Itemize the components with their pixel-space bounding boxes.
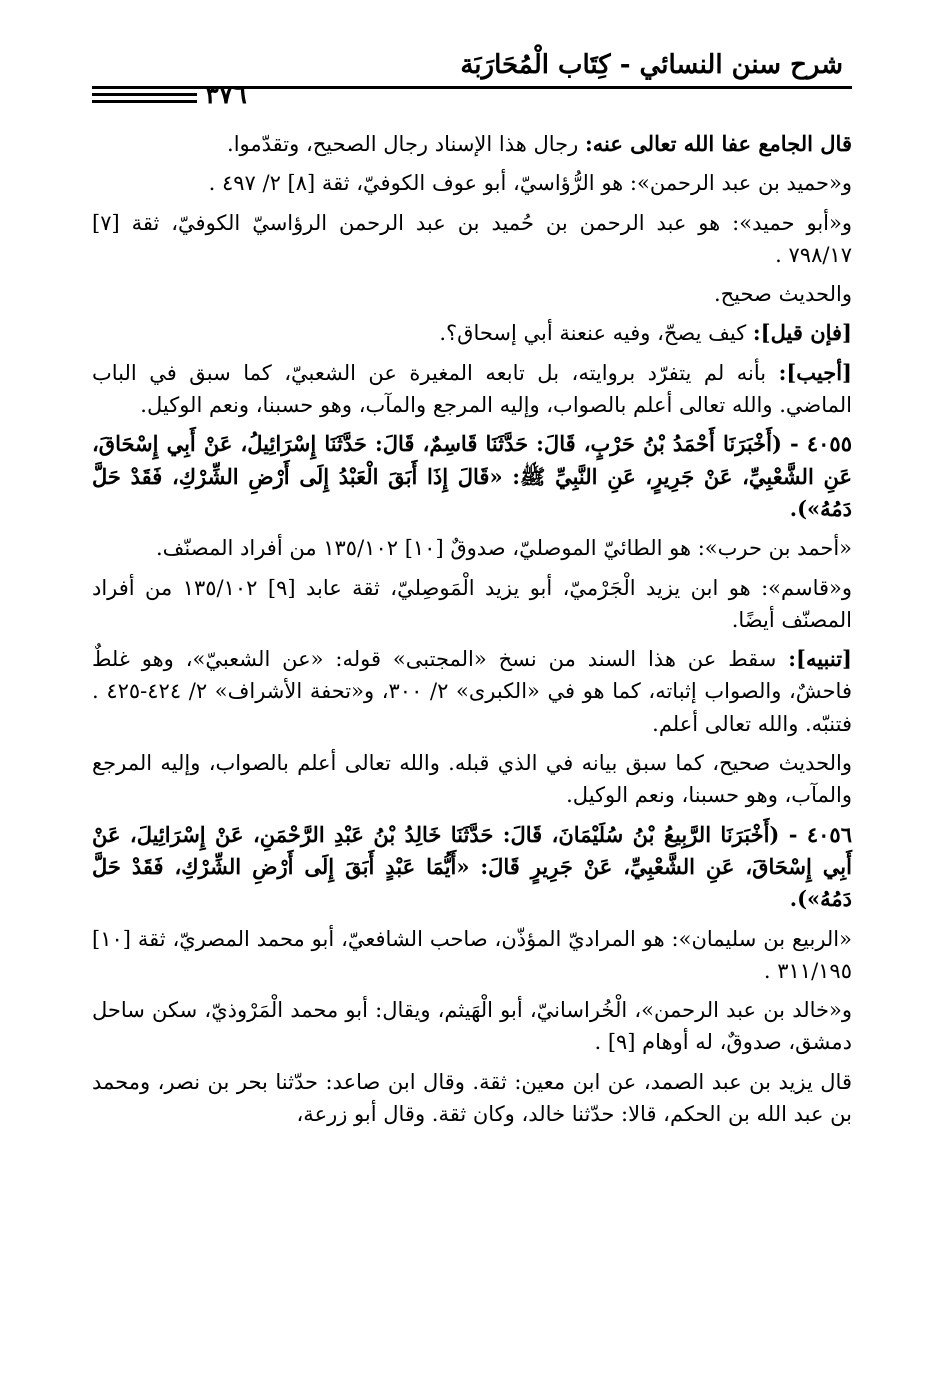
page-body xyxy=(92,128,852,1130)
paragraph xyxy=(92,747,852,812)
paragraph xyxy=(92,532,852,564)
paragraph xyxy=(92,994,852,1059)
header-rule-double xyxy=(92,100,197,103)
paragraph-text: و«خالد بن عبد الرحمن»، الْخُراسانيّ، أبو الْهَيثم، ويقال: أبو محمد الْمَرْوذيّ، سكن ساحل دمشق، صدوقٌ، له أوهام [٩] . xyxy=(92,998,852,1055)
paragraph-text: كيف يصحّ، وفيه عنعنة أبي إسحاق؟. xyxy=(439,321,753,346)
paragraph-text: قال يزيد بن عبد الصمد، عن ابن معين: ثقة. وقال ابن صاعد: حدّثنا بحر بن نصر، ومحمد بن عبد الله بن الحكم، قالا: حدّثنا خالد، وكان ثقة. وقال أبو زرعة، xyxy=(92,1069,852,1127)
paragraph xyxy=(92,923,852,988)
paragraph xyxy=(92,317,852,349)
paragraph-text: سقط عن هذا السند من نسخ «المجتبى» قوله: «عن الشعبيّ»، وهو غلطٌ فاحشٌ، والصواب إثباته، كما هو في «الكبرى» ٢/ ٣٠٠، و«تحفة الأشراف» ٢/ ٤٢٤-٤٢٥ . فتنبّه. والله تعالى أعلم. xyxy=(92,647,852,736)
paragraph xyxy=(92,643,852,740)
hadith-body: ٤٠٥٦ - (أَخْبَرَنَا الرَّبِيعُ بْنُ سُلَيْمَانَ، قَالَ: حَدَّثَنَا خَالِدُ بْنُ عَبْدِ الرَّحْمَنِ، عَنْ إِسْرَائِيلَ، عَنْ أَبِي إِسْحَاقَ، عَنِ الشَّعْبِيِّ، عَنْ جَرِيرٍ قَالَ: «أَيُّمَا عَبْدٍ أَبَقَ إِلَى أَرْضِ الشِّرْكِ، فَقَدْ حَلَّ دَمُهُ»). xyxy=(92,821,852,912)
paragraph xyxy=(92,278,852,310)
paragraph-text: والحديث صحيح، كما سبق بيانه في الذي قبله. والله تعالى أعلم بالصواب، وإليه المرجع والمآب، وهو حسبنا، ونعم الوكيل. xyxy=(92,751,852,808)
paragraph-text: والحديث صحيح. xyxy=(713,282,852,307)
paragraph xyxy=(92,1066,852,1131)
paragraph-lead: قال الجامع عفا الله تعالى عنه: xyxy=(584,131,852,156)
paragraph xyxy=(92,167,852,199)
paragraph xyxy=(92,572,852,637)
page-number: ٣٧٦ xyxy=(205,80,247,110)
paragraph-text: و«قاسم»: هو ابن يزيد الْجَرْميّ، أبو يزيد الْمَوصِليّ، ثقة عابد [٩] ١٣٥/١٠٢ من أفراد المصنّف أيضًا. xyxy=(92,575,852,632)
paragraph xyxy=(92,357,852,422)
paragraph-text: بأنه لم يتفرّد بروايته، بل تابعه المغيرة عن الشعبيّ، كما سبق في الباب الماضي. والله تعالى أعلم بالصواب، وإليه المرجع والمآب، وهو حسبنا، ونعم الوكيل. xyxy=(92,360,852,418)
running-header-title: شرح سنن النسائي - كِتَاب الْمُحَارَبَة xyxy=(460,50,843,80)
paragraph-lead: [أجيب]: xyxy=(778,359,852,385)
paragraph-text: و«حميد بن عبد الرحمن»: هو الرُّؤاسيّ، أبو عوف الكوفيّ، ثقة [٨] ٢/ ٤٩٧ . xyxy=(208,171,852,196)
header-rule-double xyxy=(92,93,197,96)
hadith-body: ٤٠٥٥ - (أَخْبَرَنَا أَحْمَدُ بْنُ حَرْبٍ، قَالَ: حَدَّثَنَا قَاسِمٌ، قَالَ: حَدَّثَنَا إِسْرَائِيلُ، عَنْ أَبِي إِسْحَاقَ، عَنِ الشَّعْبِيِّ، عَنْ جَرِيرٍ، عَنِ النَّبِيِّ ﷺ: «قَالَ إِذَا أَبَقَ الْعَبْدُ إِلَى أَرْضِ الشِّرْكِ، فَقَدْ حَلَّ دَمُهُ»). xyxy=(92,431,852,521)
paragraph-lead: [فإن قيل]: xyxy=(752,320,852,346)
hadith-text xyxy=(92,819,852,916)
paragraph-text: «الربيع بن سليمان»: هو المراديّ المؤذّن، صاحب الشافعيّ، أبو محمد المصريّ، ثقة [١٠] ٣١١/١٩٥ . xyxy=(92,926,852,983)
paragraph-text: و«أبو حميد»: هو عبد الرحمن بن حُميد بن عبد الرحمن الرؤاسيّ الكوفيّ، ثقة [٧] ٧٩٨/١٧ . xyxy=(92,210,852,267)
paragraph-lead: [تنبيه]: xyxy=(788,646,852,672)
paragraph xyxy=(92,128,852,160)
paragraph-text: رجال هذا الإسناد رجال الصحيح، وتقدّموا. xyxy=(227,132,585,156)
paragraph xyxy=(92,207,852,272)
hadith-text xyxy=(92,428,852,525)
paragraph-text: «أحمد بن حرب»: هو الطائيّ الموصليّ، صدوقٌ [١٠] ١٣٥/١٠٢ من أفراد المصنّف. xyxy=(156,536,852,561)
